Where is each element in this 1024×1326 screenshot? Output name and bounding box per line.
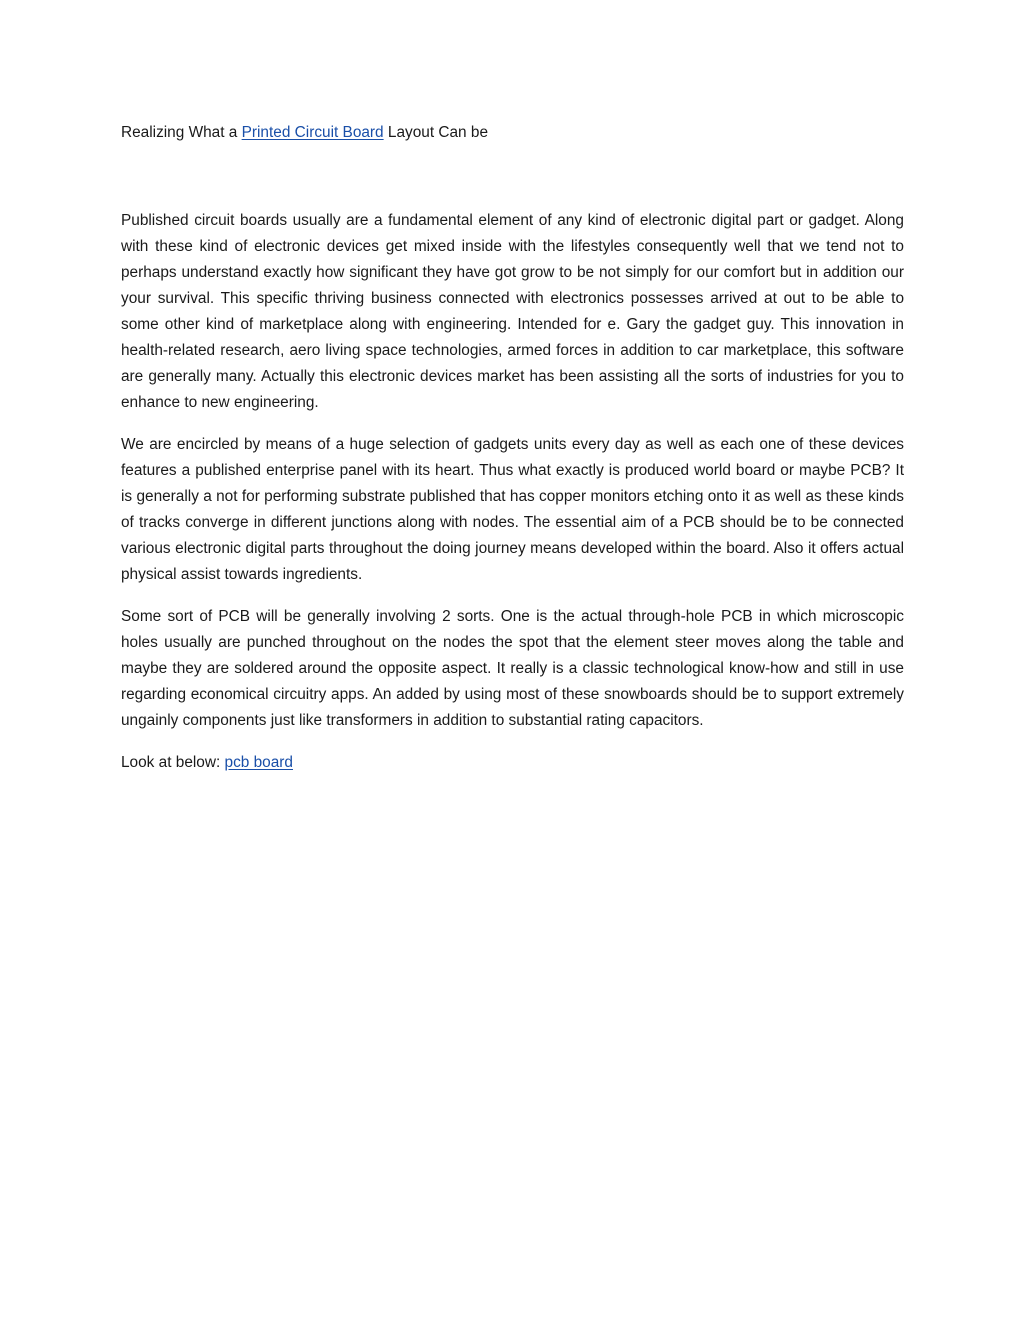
- paragraph-3: Some sort of PCB will be generally involving 2 sorts. One is the actual through-hole PCB in which microscopic holes usually are punched throughout on the nodes the spot that the element steer moves along the table and maybe they are soldered around the opposite aspect. It really is a classic technological know-how and still in use regarding economical circuitry apps. An added by using most of these snowboards should be to support extremely ungainly components just like transformers in addition to substantial rating capacitors.: [121, 608, 904, 729]
- footer-prefix: Look at below:: [121, 754, 225, 771]
- paragraph-1: Published circuit boards usually are a fundamental element of any kind of electronic digital part or gadget. Along with these kind of electronic devices get mixed inside with the lifestyles consequently well that we tend not to perhaps understand exactly how significant they have got grow to be not simply for our comfort but in addition our your survival. This specific thriving business connected with electronics possesses arrived at out to be able to some other kind of marketplace along with engineering. Intended for e. Gary the gadget guy. This innovation in health-related research, aero living space technologies, armed forces in addition to car marketplace, this software are generally many. Actually this electronic devices market has been assisting all the sorts of industries for you to enhance to new engineering.: [121, 212, 904, 411]
- title-prefix: Realizing What a: [121, 124, 242, 141]
- printed-circuit-board-link[interactable]: Printed Circuit Board: [241, 124, 384, 141]
- paragraph-2: We are encircled by means of a huge selection of gadgets units every day as well as each one of these devices features a published enterprise panel with its heart. Thus what exactly is produced world board or maybe PCB? It is generally a not for performing substrate published that has copper monitors etching onto it as well as these kinds of tracks converge in different junctions along with nodes. The essential aim of a PCB should be to be connected various electronic digital parts throughout the doing journey means developed within the board. Also it offers actual physical assist towards ingredients.: [121, 436, 904, 583]
- pcb-board-link[interactable]: pcb board: [224, 754, 293, 771]
- footer-line: [121, 750, 904, 776]
- document-title: [121, 120, 904, 146]
- title-suffix: Layout Can be: [383, 124, 489, 141]
- document-body: [121, 120, 904, 776]
